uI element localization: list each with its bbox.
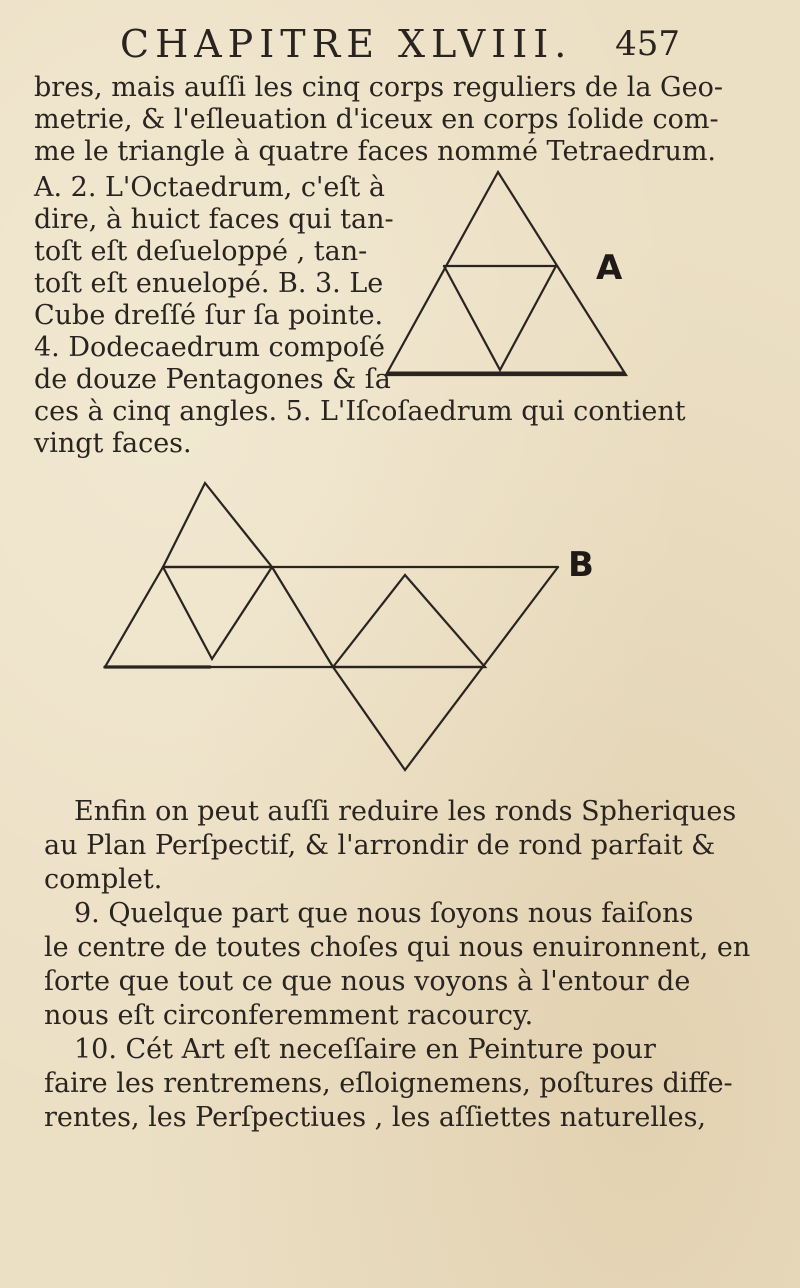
text-line: rentes, les Perſpectiues , les aſſiettes naturelles, [44, 1102, 707, 1133]
text-line: dire, à huict faces qui tan- [34, 204, 394, 235]
text-line: ſorte que tout ce que nous voyons à l'entour de [44, 966, 691, 997]
page-header [120, 22, 680, 66]
text-line: le centre de toutes choſes qui nous enuironnent, en [44, 932, 751, 963]
figure-a-label: A [596, 248, 623, 288]
text-line: toſt eſt enuelopé. B. 3. Le [34, 268, 384, 299]
text-line: de douze Pentagones & ſa [34, 364, 391, 395]
text-line: toſt eſt deſueloppé , tan- [34, 236, 368, 267]
figure-b-octahedron-net [100, 475, 580, 775]
text-line: Cube dreſſé ſur ſa pointe. [34, 300, 384, 331]
text-line: 10. Cét Art eſt neceſſaire en Peinture pour [74, 1034, 656, 1065]
text-line: au Plan Perſpectif, & l'arrondir de rond parfait & [44, 830, 716, 861]
text-line: faire les rentremens, eſloignemens, poſtures diffe- [44, 1068, 733, 1099]
figure-b-label: B [568, 545, 594, 585]
text-line: A. 2. L'Octaedrum, c'eſt à [34, 172, 385, 203]
text-line: 9. Quelque part que nous ſoyons nous faiſons [74, 898, 694, 929]
text-line: nous eſt circonferemment racourcy. [44, 1000, 534, 1031]
text-line: 4. Dodecaedrum compoſé [34, 332, 385, 363]
text-line: bres, mais auſſi les cinq corps reguliers de la Geo- [34, 72, 723, 103]
text-line: Enfin on peut auſſi reduire les ronds Spheriques [74, 796, 737, 827]
running-title: CHAPITRE XLVIII. [120, 22, 573, 66]
text-line: complet. [44, 864, 163, 895]
page-number: 457 [615, 24, 680, 64]
text-line: vingt faces. [34, 428, 192, 459]
text-line: metrie, & l'eſleuation d'iceux en corps ſolide com- [34, 104, 719, 135]
text-line: ces à cinq angles. 5. L'Iſcoſaedrum qui contient [34, 396, 686, 427]
text-line: me le triangle à quatre faces nommé Tetraedrum. [34, 136, 717, 167]
